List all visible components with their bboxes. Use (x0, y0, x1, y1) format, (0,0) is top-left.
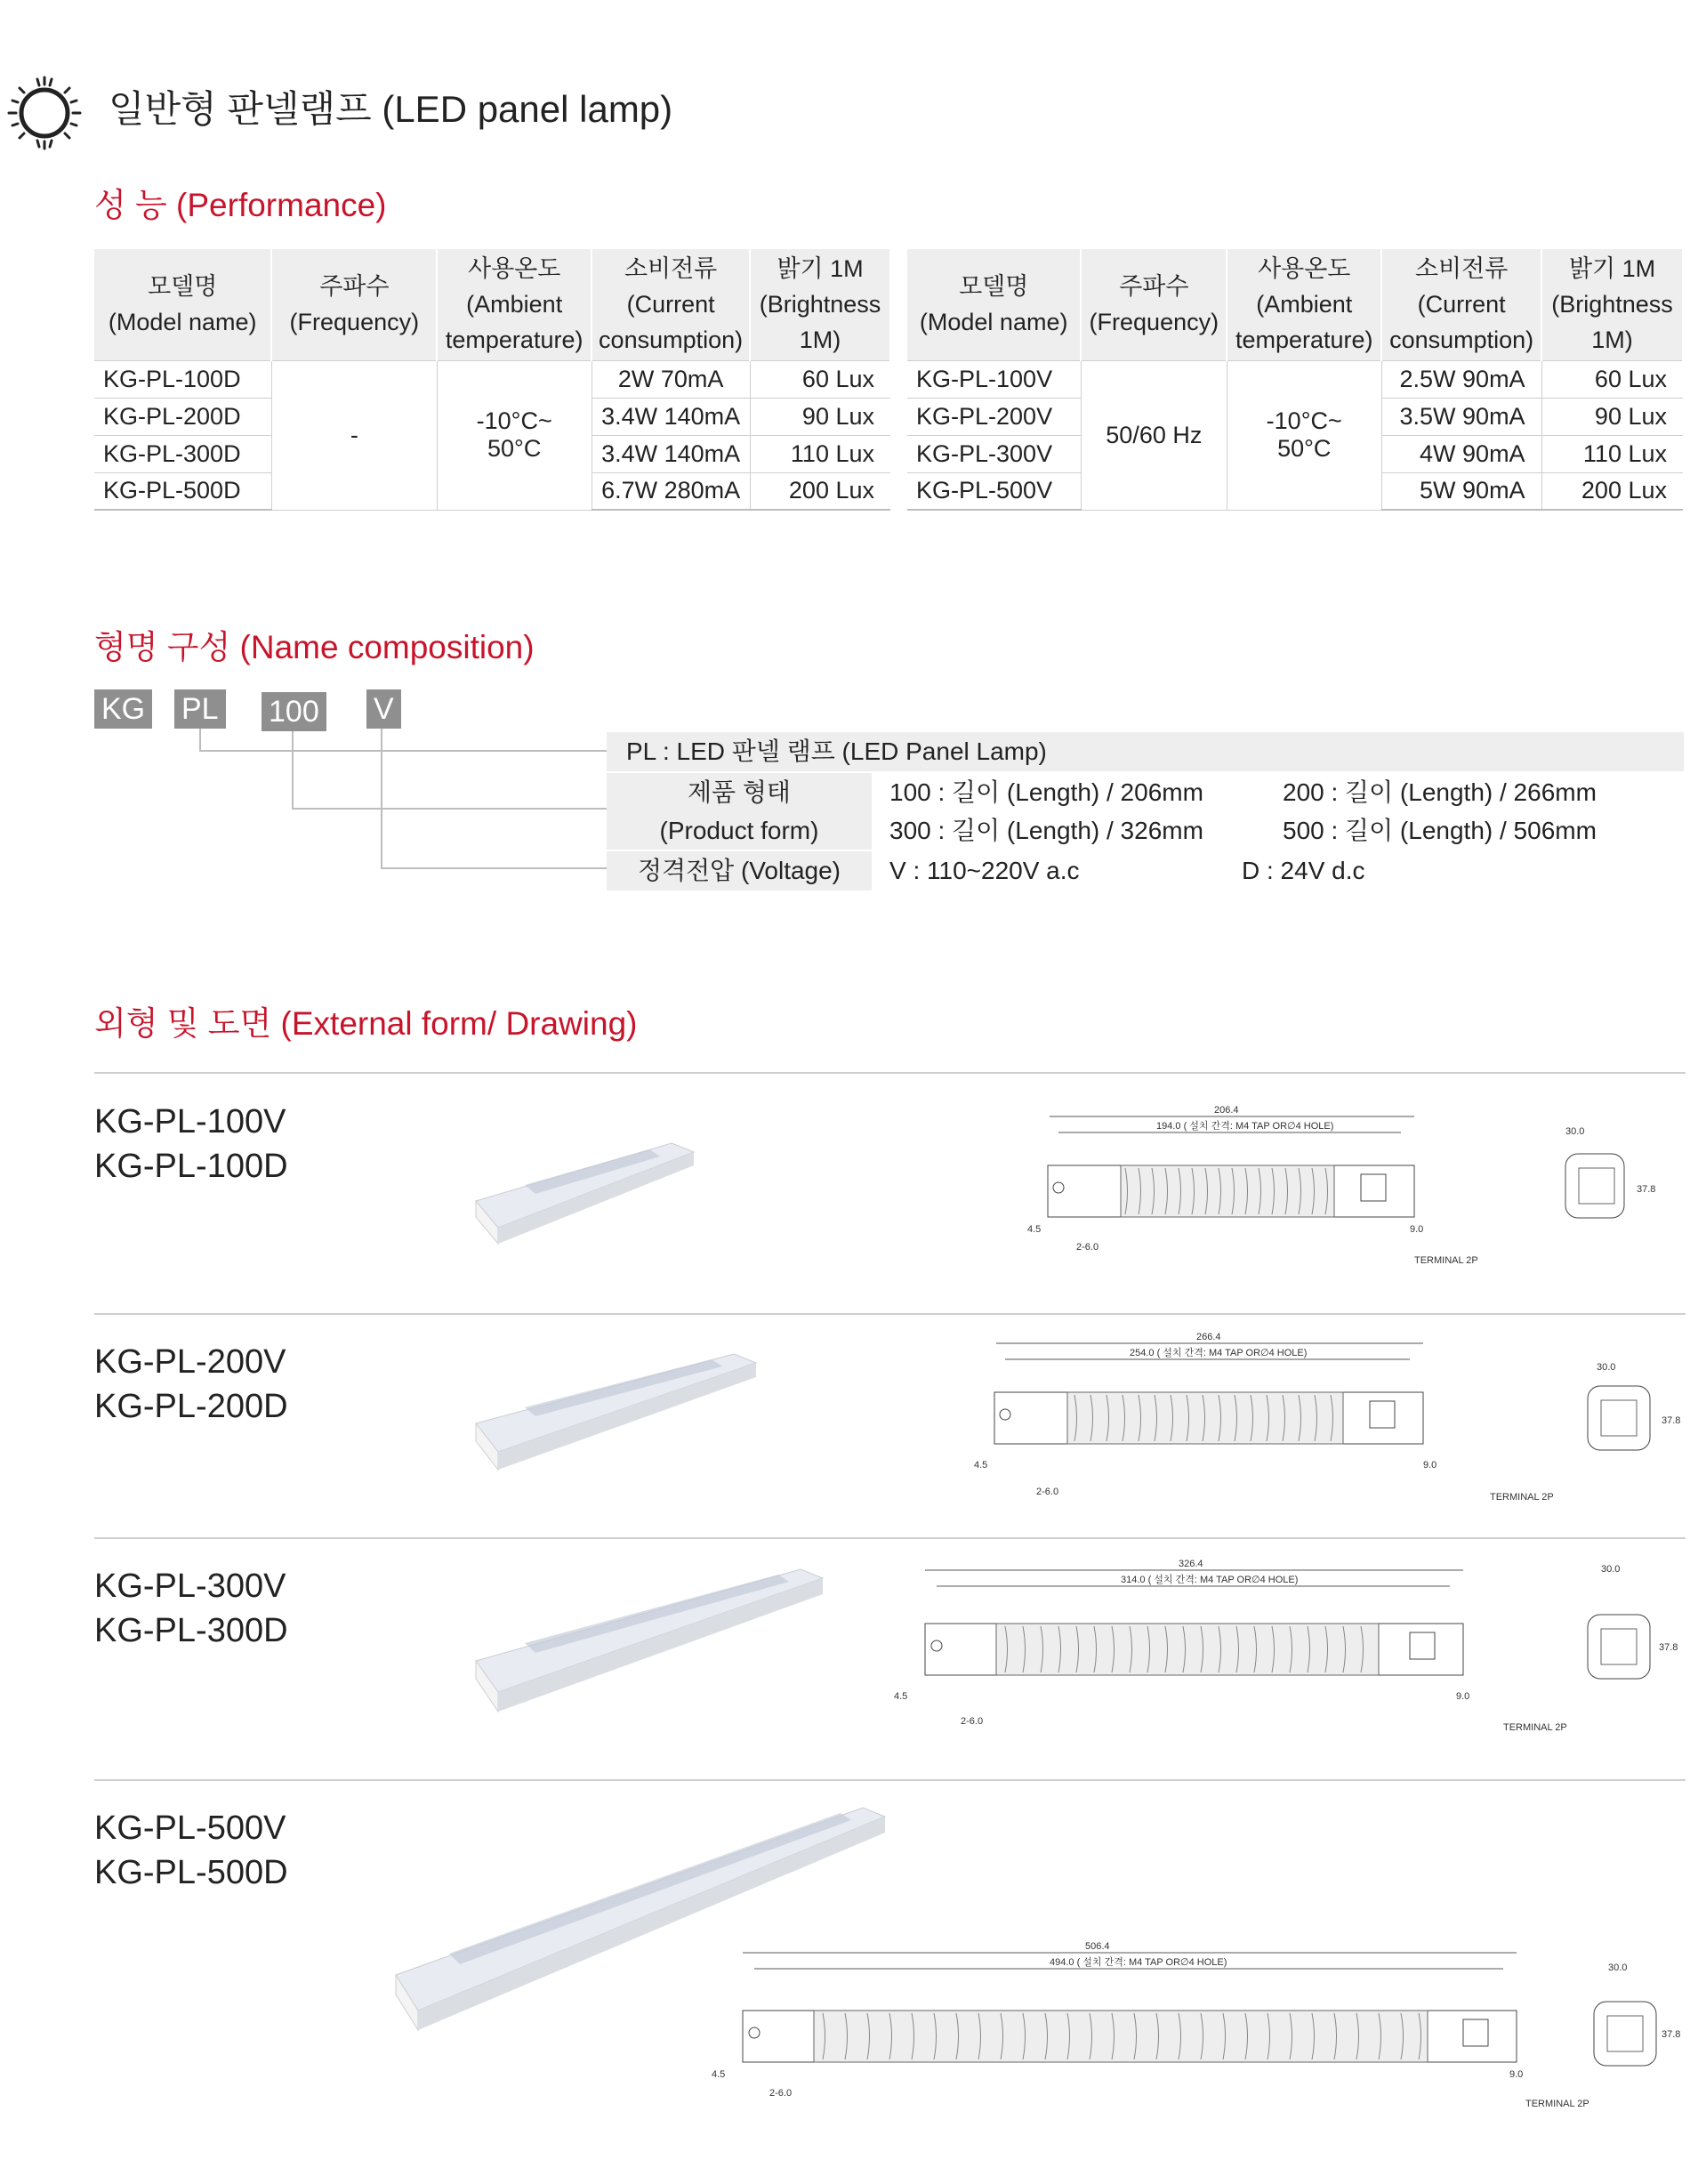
svg-text:2-6.0: 2-6.0 (769, 2088, 793, 2099)
svg-text:4.5: 4.5 (894, 1691, 908, 1702)
code-pl: PL (174, 689, 226, 729)
svg-text:30.0: 30.0 (1597, 1362, 1616, 1373)
header-brightness: 밝기 1M (Brightness 1M) (750, 249, 890, 360)
svg-text:326.4: 326.4 (1179, 1559, 1203, 1569)
legend-voltage-label: 정격전압 (Voltage) (607, 851, 872, 891)
header-model: 모델명 (Model name) (907, 249, 1081, 360)
table-row: KG-PL-100V 50/60 Hz -10°C~ 50°C 2.5W 90mA 60 Lux (907, 360, 1683, 398)
divider (94, 1779, 1686, 1781)
form-300: 300 : 길이 (Length) / 326mm (889, 817, 1203, 844)
svg-text:9.0: 9.0 (1410, 1224, 1424, 1235)
svg-text:37.8: 37.8 (1662, 1415, 1681, 1426)
table-row: KG-PL-300D 3.4W 140mA 110 Lux (94, 435, 890, 472)
table-row: KG-PL-500D 6.7W 280mA 200 Lux (94, 472, 890, 510)
connector-voltage (381, 729, 607, 869)
code-100: 100 (262, 692, 326, 731)
performance-title: 성 능 (Performance) (94, 187, 387, 223)
legend-form-label: 제품 형태 (Product form) (607, 773, 872, 850)
code-kg: KG (94, 689, 152, 729)
form-500: 500 : 길이 (Length) / 506mm (1283, 817, 1597, 844)
code-v: V (366, 689, 401, 729)
form-100: 100 : 길이 (Length) / 206mm (889, 778, 1203, 806)
svg-text:2-6.0: 2-6.0 (961, 1716, 984, 1727)
performance-table-v (907, 249, 1684, 511)
fixture-image-200 (471, 1343, 765, 1477)
page-title: 일반형 판넬램프 (LED panel lamp) (109, 88, 673, 130)
header-temperature: 사용온도 (Ambient temperature) (437, 249, 592, 360)
divider (94, 1072, 1686, 1074)
composition-title: 형명 구성 (Name composition) (94, 629, 535, 665)
table-row: KG-PL-200D 3.4W 140mA 90 Lux (94, 398, 890, 435)
form-200: 200 : 길이 (Length) / 266mm (1283, 778, 1597, 806)
header-brightness: 밝기 1M (Brightness 1M) (1541, 249, 1683, 360)
performance-table-d (94, 249, 891, 511)
svg-text:194.0 ( 설치 간격: M4 TAP OR∅4 HO: 194.0 ( 설치 간격: M4 TAP OR∅4 HOLE) (1156, 1121, 1334, 1132)
svg-text:37.8: 37.8 (1662, 2029, 1681, 2040)
table-row: KG-PL-100D - -10°C~ 50°C 2W 70mA 60 Lux (94, 360, 890, 398)
svg-text:TERMINAL 2P: TERMINAL 2P (1525, 2099, 1589, 2109)
svg-text:30.0: 30.0 (1601, 1564, 1621, 1575)
header-temperature: 사용온도 (Ambient temperature) (1227, 249, 1381, 360)
model-label-500: KG-PL-500V KG-PL-500D (94, 1809, 288, 1891)
svg-text:266.4: 266.4 (1196, 1332, 1221, 1342)
header-frequency: 주파수 (Frequency) (1081, 249, 1227, 360)
svg-text:494.0 ( 설치 간격: M4 TAP OR∅4 HO: 494.0 ( 설치 간격: M4 TAP OR∅4 HOLE) (1050, 1957, 1227, 1968)
technical-drawing-300 (876, 1552, 1686, 1739)
svg-text:506.4: 506.4 (1085, 1941, 1110, 1952)
table-row: KG-PL-200V 3.5W 90mA 90 Lux (907, 398, 1683, 435)
bulb-icon (0, 58, 98, 156)
drawing-title: 외형 및 도면 (External form/ Drawing) (94, 1005, 638, 1042)
svg-text:37.8: 37.8 (1637, 1184, 1656, 1195)
svg-text:2-6.0: 2-6.0 (1036, 1487, 1059, 1497)
svg-text:4.5: 4.5 (712, 2069, 726, 2080)
svg-text:TERMINAL 2P: TERMINAL 2P (1503, 1722, 1567, 1733)
svg-text:206.4: 206.4 (1214, 1105, 1239, 1116)
svg-text:30.0: 30.0 (1565, 1126, 1585, 1137)
legend-pl: PL : LED 판넬 램프 (LED Panel Lamp) (607, 732, 1684, 771)
model-label-300: KG-PL-300V KG-PL-300D (94, 1567, 288, 1649)
svg-text:4.5: 4.5 (974, 1460, 988, 1471)
svg-text:2-6.0: 2-6.0 (1076, 1242, 1099, 1253)
svg-text:TERMINAL 2P: TERMINAL 2P (1490, 1492, 1554, 1503)
voltage-v: V : 110~220V a.c (889, 857, 1080, 884)
header-current: 소비전류 (Current consumption) (592, 249, 750, 360)
technical-drawing-100 (996, 1099, 1690, 1277)
svg-text:9.0: 9.0 (1423, 1460, 1437, 1471)
table-row: KG-PL-300V 4W 90mA 110 Lux (907, 435, 1683, 472)
divider (94, 1313, 1686, 1315)
header-frequency: 주파수 (Frequency) (271, 249, 437, 360)
page-header (0, 49, 672, 165)
model-label-100: KG-PL-100V KG-PL-100D (94, 1103, 288, 1185)
header-current: 소비전류 (Current consumption) (1381, 249, 1541, 360)
divider (94, 1537, 1686, 1539)
svg-text:37.8: 37.8 (1659, 1642, 1678, 1653)
svg-text:254.0 ( 설치 간격: M4 TAP OR∅4 HO: 254.0 ( 설치 간격: M4 TAP OR∅4 HOLE) (1130, 1348, 1308, 1358)
voltage-d: D : 24V d.c (1242, 857, 1365, 884)
svg-text:30.0: 30.0 (1608, 1962, 1628, 1973)
table-row: KG-PL-500V 5W 90mA 200 Lux (907, 472, 1683, 510)
technical-drawing-500 (694, 1939, 1686, 2117)
fixture-image-300 (471, 1559, 827, 1719)
svg-text:4.5: 4.5 (1027, 1224, 1042, 1235)
technical-drawing-200 (943, 1326, 1690, 1503)
svg-text:9.0: 9.0 (1456, 1691, 1470, 1702)
svg-text:TERMINAL 2P: TERMINAL 2P (1414, 1255, 1478, 1266)
header-model: 모델명 (Model name) (94, 249, 271, 360)
model-label-200: KG-PL-200V KG-PL-200D (94, 1343, 288, 1425)
fixture-image-100 (471, 1130, 703, 1245)
svg-text:9.0: 9.0 (1509, 2069, 1524, 2080)
svg-text:314.0 ( 설치 간격: M4 TAP OR∅4 HO: 314.0 ( 설치 간격: M4 TAP OR∅4 HOLE) (1121, 1575, 1299, 1585)
